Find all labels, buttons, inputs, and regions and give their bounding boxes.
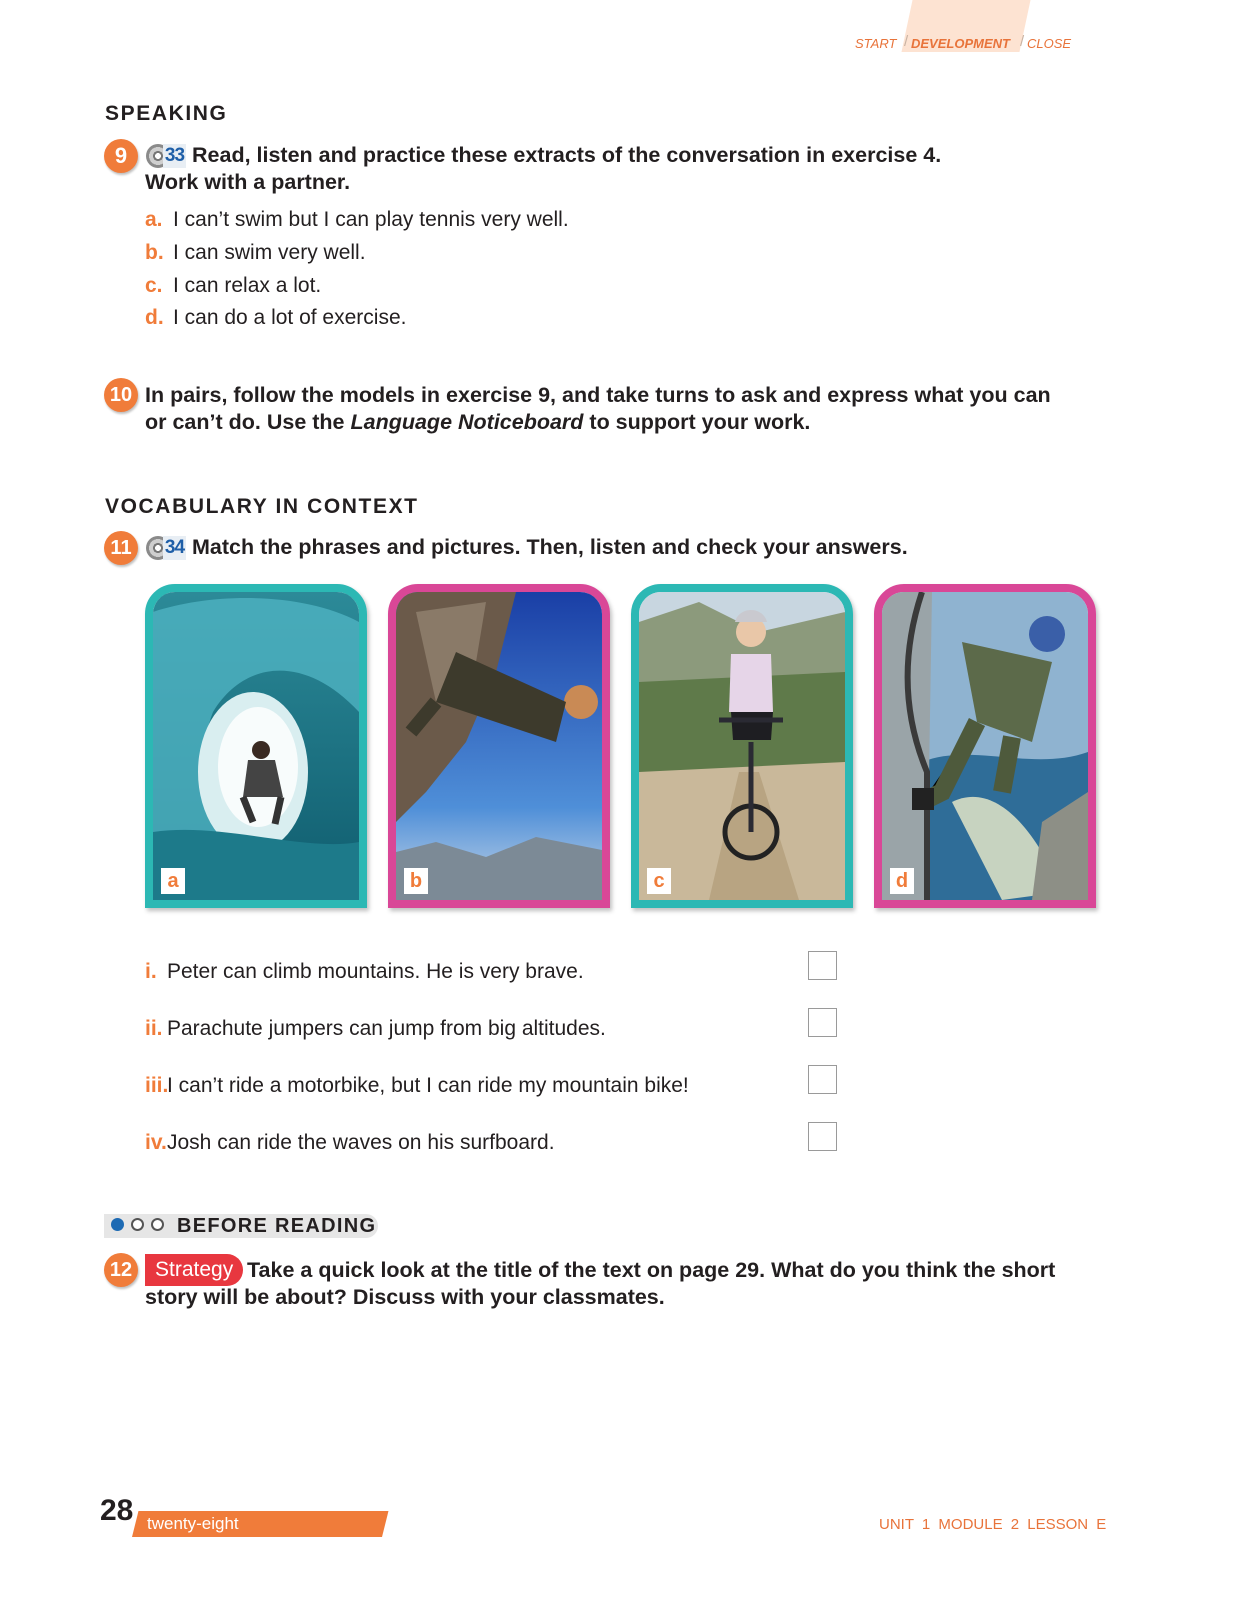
audio-cd-icon[interactable] xyxy=(146,142,186,170)
unit-module-lesson: UNIT 1 MODULE 2 LESSON E xyxy=(879,1516,1107,1533)
exercise-9-instruction: Read, listen and practice these extracts of the conversation in exercise 4. xyxy=(192,143,942,167)
exercise-9-instruction-cont: Work with a partner. xyxy=(145,170,351,194)
stage-separator: / xyxy=(1020,33,1025,50)
page-number: 28 xyxy=(100,1494,134,1527)
page-number-words: twenty-eight xyxy=(147,1514,239,1533)
exercise-11-instruction: Match the phrases and pictures. Then, listen and check your answers. xyxy=(192,535,908,559)
progress-dot-filled-icon xyxy=(111,1218,124,1231)
exercise-number: 11 xyxy=(104,531,138,565)
exercise-12-instruction: Take a quick look at the title of the text on page 29. What do you think the short xyxy=(247,1258,1056,1282)
section-title-vocabulary: VOCABULARY IN CONTEXT xyxy=(105,495,419,518)
match-sentence: i. Peter can climb mountains. He is very brave. xyxy=(145,960,584,983)
audio-track-number: 33 xyxy=(164,145,185,166)
climber-photo xyxy=(396,592,602,900)
list-item: d. I can do a lot of exercise. xyxy=(145,306,407,329)
list-item: a. I can’t swim but I can play tennis very well. xyxy=(145,208,569,231)
progress-dot-empty-icon xyxy=(131,1218,144,1231)
answer-checkbox[interactable] xyxy=(808,1065,837,1094)
match-sentence: ii. Parachute jumpers can jump from big altitudes. xyxy=(145,1017,606,1040)
answer-checkbox[interactable] xyxy=(808,1122,837,1151)
progress-dot-empty-icon xyxy=(151,1218,164,1231)
language-noticeboard-ref: Language Noticeboard xyxy=(350,410,584,434)
exercise-number: 9 xyxy=(104,139,138,173)
stage-start: START xyxy=(855,36,897,51)
photo-label: c xyxy=(647,868,671,894)
mountain-biker-photo xyxy=(639,592,845,900)
photo-card-b xyxy=(388,584,610,908)
stage-development: DEVELOPMENT xyxy=(911,36,1010,51)
section-title-speaking: SPEAKING xyxy=(105,102,228,125)
answer-checkbox[interactable] xyxy=(808,951,837,980)
photo-card-c xyxy=(631,584,853,908)
stage-close: CLOSE xyxy=(1027,36,1072,51)
photo-card-a xyxy=(145,584,367,908)
strategy-badge: Strategy xyxy=(145,1254,243,1286)
exercise-number: 12 xyxy=(104,1253,138,1287)
photo-label: d xyxy=(890,868,914,894)
audio-track-number: 34 xyxy=(164,537,185,558)
parachute-jumper-photo xyxy=(882,592,1088,900)
section-title-before-reading: BEFORE READING xyxy=(177,1215,377,1237)
lesson-stage-nav xyxy=(850,0,1090,60)
match-sentence: iii.I can’t ride a motorbike, but I can ride my mountain bike! xyxy=(145,1074,689,1097)
stage-separator: / xyxy=(904,33,909,50)
audio-cd-icon[interactable] xyxy=(146,534,186,562)
surfer-photo xyxy=(153,592,359,900)
exercise-12-instruction-cont: story will be about? Discuss with your classmates. xyxy=(145,1285,665,1309)
match-sentence: iv.Josh can ride the waves on his surfboard. xyxy=(145,1131,555,1154)
photo-label: b xyxy=(404,868,428,894)
exercise-number: 10 xyxy=(104,378,138,412)
photo-card-d xyxy=(874,584,1096,908)
exercise-10-instruction: In pairs, follow the models in exercise 9, and take turns to ask and express what you can xyxy=(145,383,1051,407)
photo-label: a xyxy=(161,868,185,894)
answer-checkbox[interactable] xyxy=(808,1008,837,1037)
list-item: c. I can relax a lot. xyxy=(145,274,322,297)
before-reading-banner xyxy=(104,1214,378,1238)
exercise-10-instruction-cont: or can’t do. Use the Language Noticeboard to support your work. xyxy=(145,410,811,434)
list-item: b. I can swim very well. xyxy=(145,241,366,264)
